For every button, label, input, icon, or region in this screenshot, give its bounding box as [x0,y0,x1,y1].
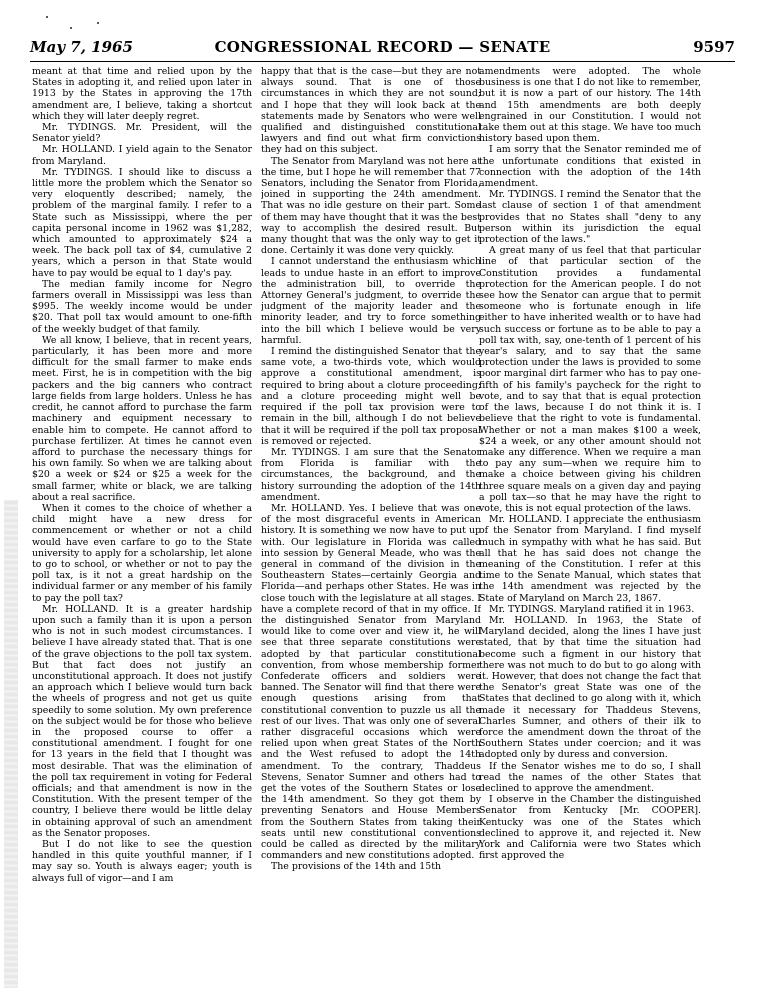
scan-speck [70,27,72,29]
paragraph: A great many of us feel that that particular line of that particular section of the Constitution provides a fundamental protection for the American people. I do not see how the Senator can argue that to permit someone who is fortunate enough in life either to have inherited wealth or to have had such success or fortune as to be able to pay a poll tax with, say, one-tenth of 1 percent of his year's salary, and to say that the same protection under the laws is provided to some poor marginal dirt farmer who has to pay one-fifth of his family's paycheck for the right to vote, and to say that that is equal protection of the laws, because I do not think it is. I believe that the right to vote is fundamental. Whether or not a man makes $100 a week, $24 a week, or any other amount should not make any difference. When we require a man to pay any sum—when we require him to make a choice between giving his children three square meals on a given day and paying a poll tax—so that he may have the right to vote, this is not equal protection of the laws. [479,245,701,514]
scan-speck [97,22,99,24]
header-rule [30,61,735,62]
scan-speck [46,16,48,18]
paragraph: Mr. HOLLAND. I yield again to the Senator from Maryland. [32,144,252,167]
paragraph: meant at that time and relied upon by the States in adopting it, and relied upon later in 1913 by the States in approving the 17th amendment are, I believe, taking a shortcut which they will later deeply regret. [32,66,252,122]
paragraph: The Senator from Maryland was not here at the time, but I hope he will remember that 77 Senators, including the Senator from Florida, joined in supporting the 24th amendment. That was no idle gesture on their part. Some of them may have thought that it was the best way to accomplish the desired result. But many thought that was the only way to get it done. Certainly it was done very quickly. [261,155,481,257]
paragraph: Mr. TYDINGS. I am sure that the Senator from Florida is familiar with the circumstances, the background, and the history surrounding the adoption of the 14th amendment. [261,446,481,503]
paragraph: I am sorry that the Senator reminded me of the unfortunate conditions that existed in connection with the adoption of the 14th amendment. [479,144,701,190]
paragraph: amendments were adopted. The whole business is one that I do not like to remember, but it is now a part of our history. The 14th and 15th amendments are both deeply engrained in our Constitution. I would not take them out at this stage. We have too much history based upon them. [479,66,701,145]
text-column-3 [479,66,701,978]
scan-margin-shading [4,500,18,988]
paragraph: The median family income for Negro farmers overall in Mississippi was less than $995. The weekly income would be under $20. That poll tax would amount to one-fifth of the weekly budget of that family. [32,278,252,335]
paragraph: Mr. TYDINGS. Maryland ratified it in 1963. [489,603,695,615]
paragraph: Mr. TYDINGS. Mr. President, will the Senator yield? [32,122,252,145]
paragraph: I cannot understand the enthusiasm which leads to undue haste in an effort to improve the administration bill, to override the Attorney General's judgment, to override the judgment of the majority leader and the minority leader, and try to force something into the bill which I believe would be very harmful. [261,256,481,346]
text-column-1 [32,66,252,978]
paragraph: Mr. HOLLAND. In 1963, the State of Maryland decided, along the lines I have just stated, that by that time the situation had become such a figment in our history that there was not much to do but to go along with it. However, that does not change the fact that the Senator's great State was one of the States that declined to go along with it, which made it necessary for Thaddeus Stevens, Charles Sumner, and others of their ilk to force the amendment down the throat of the Southern States under coercion; and it was adopted only by duress and conversion. [479,614,701,761]
paragraph: Mr. TYDINGS. I should like to discuss a little more the problem which the Senator so very eloquently described; namely, the problem of the marginal family. I refer to a State such as Mississippi, where the per capita personal income in 1962 was $1,282, which amounted to approximately $24 a week. The back poll tax of $4, cumulative 2 years, which a person in that State would have to pay would be equal to 1 day's pay. [32,166,252,279]
paragraph: happy that that is the case—but they are not always sound. That is one of those circumstances in which they are not sound; and I hope that they will look back at the statements made by Senators who were well qualified and distinguished constitutional lawyers and find out what firm convictions they had on this subject. [261,66,481,156]
page-header [30,38,735,58]
paragraph: Mr. HOLLAND. Yes. I believe that was one of the most disgraceful events in American history. It is something we now have to put up with. Our legislature in Florida was called into session by General Meade, who was the general in command of the division in the Southeastern States—certainly Georgia and Florida—and perhaps other States. He was in close touch with the legislature at all stages. I have a complete record of that in my office. If the distinguished Senator from Maryland would like to come over and view it, he will see that three separate constitutions were adopted by that particular constitutional convention, from whose membership former Confederate officers and soldiers were banned. The Senator will find that there were enough questions arising from that constitutional convention to puzzle us all the rest of our lives. That was only one of several rather disgraceful occasions which were relied upon when great States of the North and the West refused to adopt the 14th amendment. To the contrary, Thaddeus Stevens, Senator Sumner and others had to get the votes of the Southern States or lose the 14th amendment. So they got them by preventing Senators and House Members from the Southern States from taking their seats until new constitutional conventions could be called as directed by the military commanders and new constitutions adopted. [261,502,481,862]
paragraph: But I do not like to see the question handled in this quite youthful manner, if I may say so. Youth is always eager; youth is always full of vigor—and I am [32,839,252,884]
header-title: CONGRESSIONAL RECORD — SENATE [214,38,551,56]
paragraph: I remind the distinguished Senator that the same vote, a two-thirds vote, which would approve a constitutional amendment, is required to bring about a cloture proceeding; and a cloture proceeding might well be required if the poll tax provision were to remain in the bill, although I do not believe that it will be required if the poll tax proposal is removed or rejected. [261,346,481,447]
paragraph: If the Senator wishes me to do so, I shall read the names of the other States that declined to approve the amendment. [479,760,701,794]
header-date: May 7, 1965 [30,38,133,56]
text-column-2 [261,66,481,978]
paragraph: I observe in the Chamber the distinguished Senator from Kentucky [Mr. COOPER]. Kentucky was one of the States which declined to approve it, and rejected it. New York and California were two States which first approved the [479,794,701,862]
paragraph: Mr. HOLLAND. I appreciate the enthusiasm of the Senator from Maryland. I find myself much in sympathy with what he has said. But all that he has said does not change the meaning of the Constitution. I refer at this time to the Senate Manual, which states that the 14th amendment was rejected by the State of Maryland on March 23, 1867. [479,514,701,604]
paragraph: When it comes to the choice of whether a child might have a new dress for commencement or whether or not a child would have even carfare to go to the State university to apply for a scholarship, let alone to go to school, or whether or not to pay the poll tax, is it not a great hardship on the individual farmer or any member of his family to pay the poll tax? [32,502,252,604]
header-page-number: 9597 [693,38,735,56]
paragraph: The provisions of the 14th and 15th [271,861,442,873]
paragraph: We all know, I believe, that in recent years, particularly, it has been more and more difficult for the small farmer to make ends meet. First, he is in competition with the big packers and the big canners who contract large fields from large holders. Unless he has credit, he cannot afford to purchase the farm machinery and equipment necessary to enable him to compete. He cannot afford to purchase fertilizer. At times he cannot even afford to purchase the necessary things for his own family. So when we are talking about $20 a week or $24 or $25 a week for the small farmer, white or black, we are talking about a real sacrifice. [32,334,252,503]
paragraph: Mr. HOLLAND. It is a greater hardship upon such a family than it is upon a person who is not in such modest circumstances. I believe I have already stated that. That is one of the grave objections to the poll tax system. But that fact does not justify an unconstitutional approach. It does not justify an approach which I believe would turn back the wheels of progress and not get us quite speedily to some solution. My own preference on the subject would be for those who believe in the proposed course to offer a constitutional amendment. I fought for one for 13 years in the field that I thought was most desirable. That was the elimination of the poll tax requirement in voting for Federal officials; and that amendment is now in the Constitution. With the present temper of the country, I believe there would be little delay in obtaining approval of such an amendment as the Senator proposes. [32,603,252,839]
paragraph: Mr. TYDINGS. I remind the Senator that the last clause of section 1 of that amendment provides that no States shall "deny to any person within its jurisdiction the equal protection of the laws." [479,189,701,246]
